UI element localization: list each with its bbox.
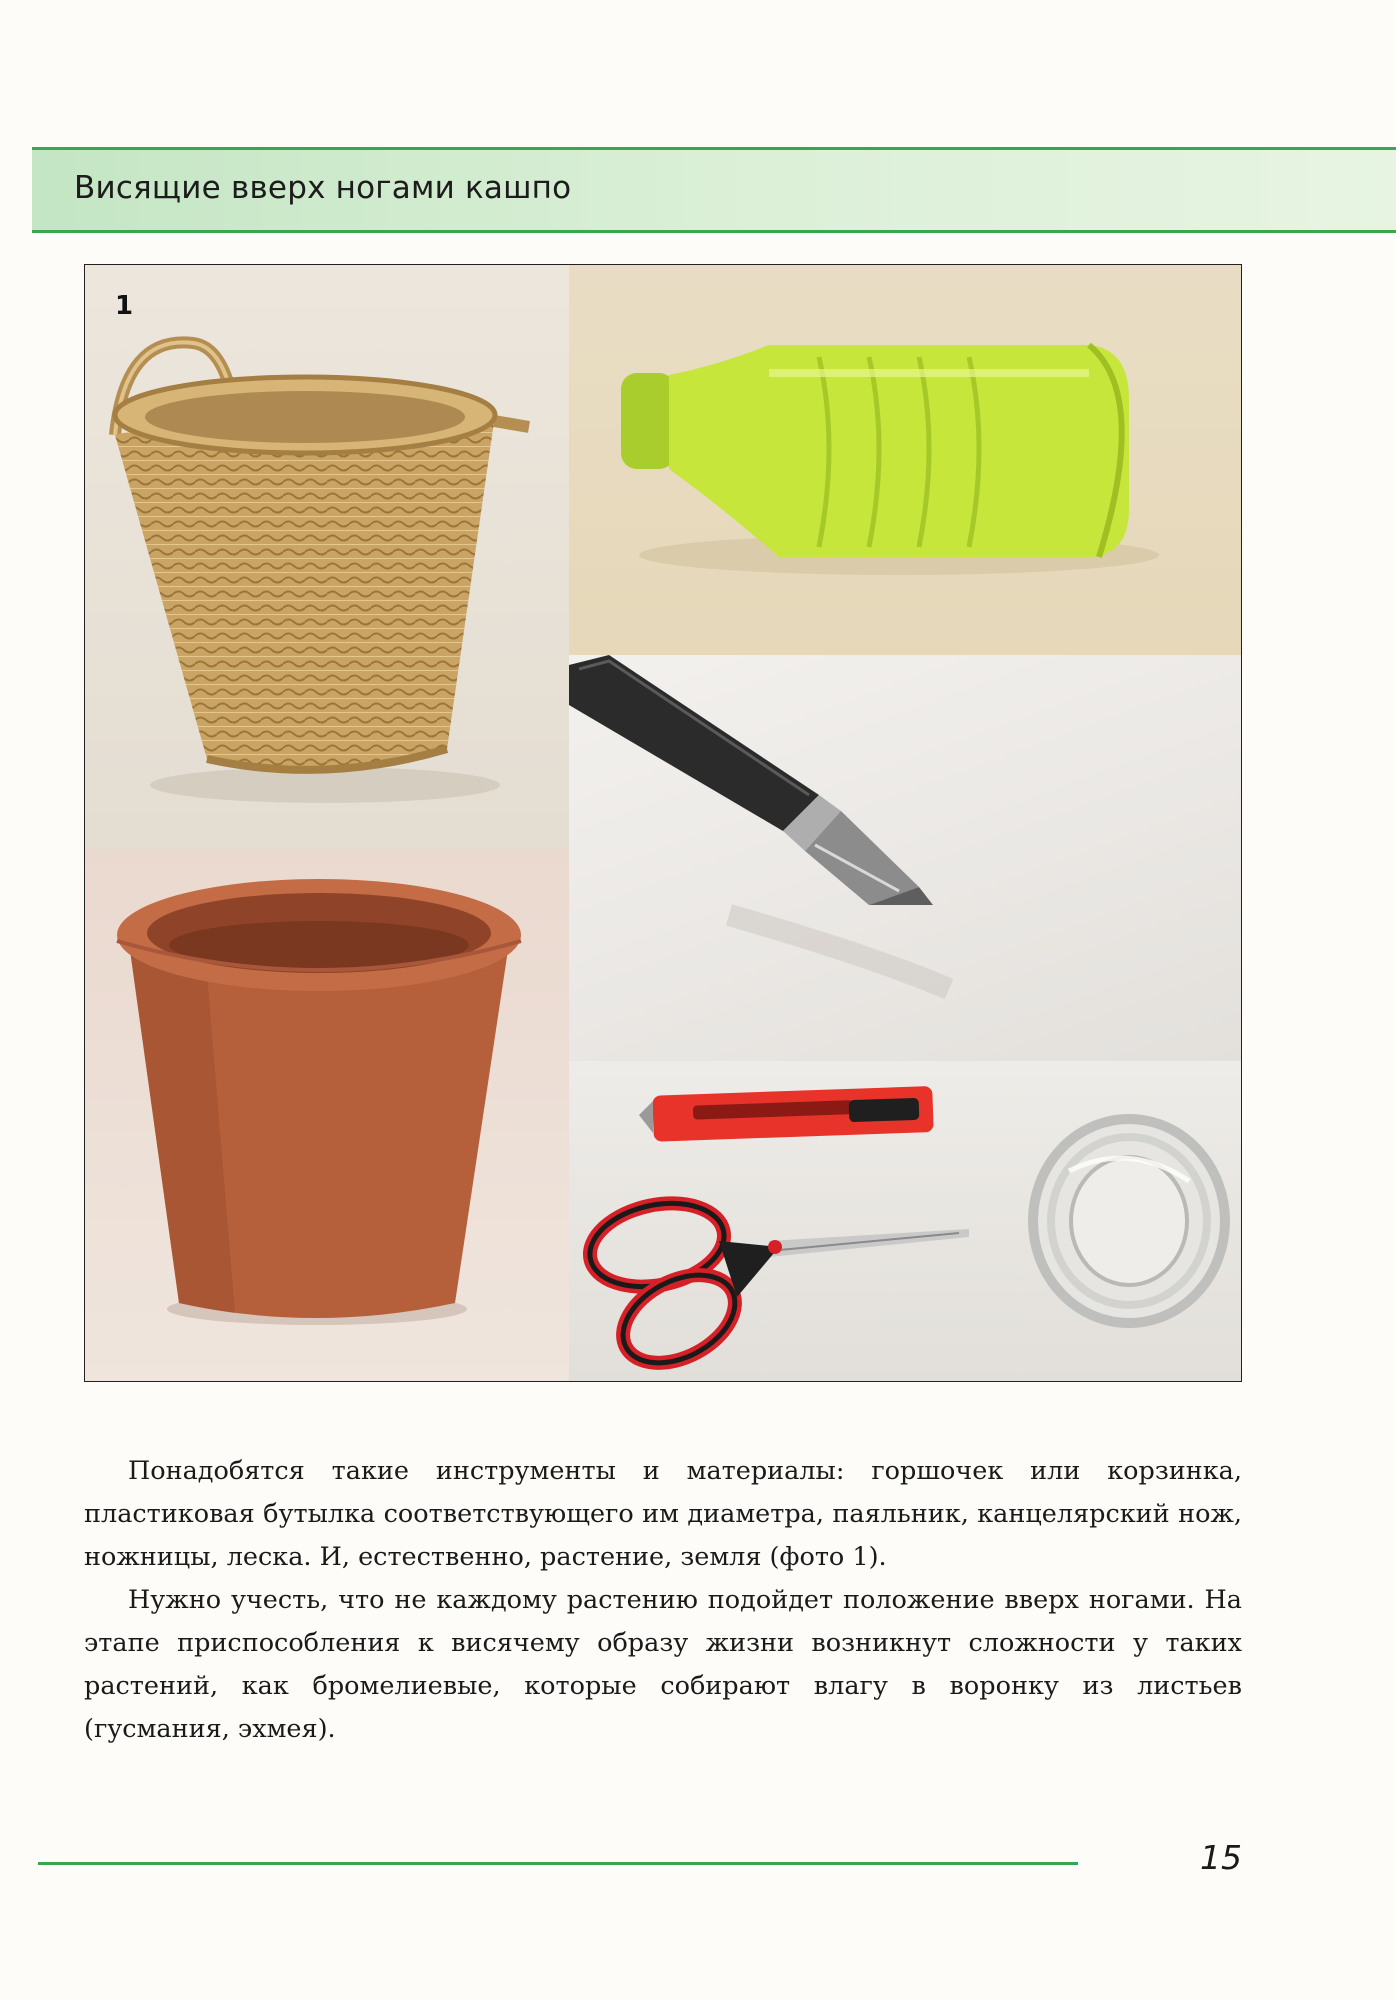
plastic-bottle-icon <box>569 265 1241 655</box>
utility-knife-icon <box>639 1086 934 1142</box>
paragraph: Понадобятся такие инструменты и материалы: горшочек или корзинка, пластиковая бутылка соответствующего им диаметра, паяльник, канцелярский нож, ножницы, леска. И, естественно, растение, земля (фото 1). <box>84 1456 1242 1572</box>
fishing-line-icon <box>1033 1119 1225 1323</box>
clay-pot-photo <box>85 849 569 1381</box>
section-title: Висящие вверх ногами кашпо <box>74 170 572 206</box>
section-header-band <box>32 147 1396 233</box>
soldering-iron-icon <box>569 655 1241 1061</box>
bottle-photo <box>569 265 1241 655</box>
clay-pot-icon <box>85 849 569 1381</box>
soldering-iron-photo <box>569 655 1241 1061</box>
body-text <box>84 1450 1242 1751</box>
tools-illustration <box>569 1061 1241 1381</box>
scissors-icon <box>582 1192 969 1381</box>
photo-figure <box>84 264 1242 1382</box>
basket-photo <box>85 265 569 849</box>
photo-number: 1 <box>115 291 134 321</box>
basket-icon <box>85 265 569 849</box>
paragraph: Нужно учесть, что не каждому растению подойдет положение вверх ногами. На этапе приспособления к висячему образу жизни возникнут сложности у таких растений, как бромелиевые, которые собирают влагу в воронку из листьев (гусмания, эхмея). <box>84 1585 1242 1744</box>
page-number: 15 <box>1200 1838 1242 1877</box>
tools-photo <box>569 1061 1241 1381</box>
footer-rule <box>38 1862 1078 1865</box>
